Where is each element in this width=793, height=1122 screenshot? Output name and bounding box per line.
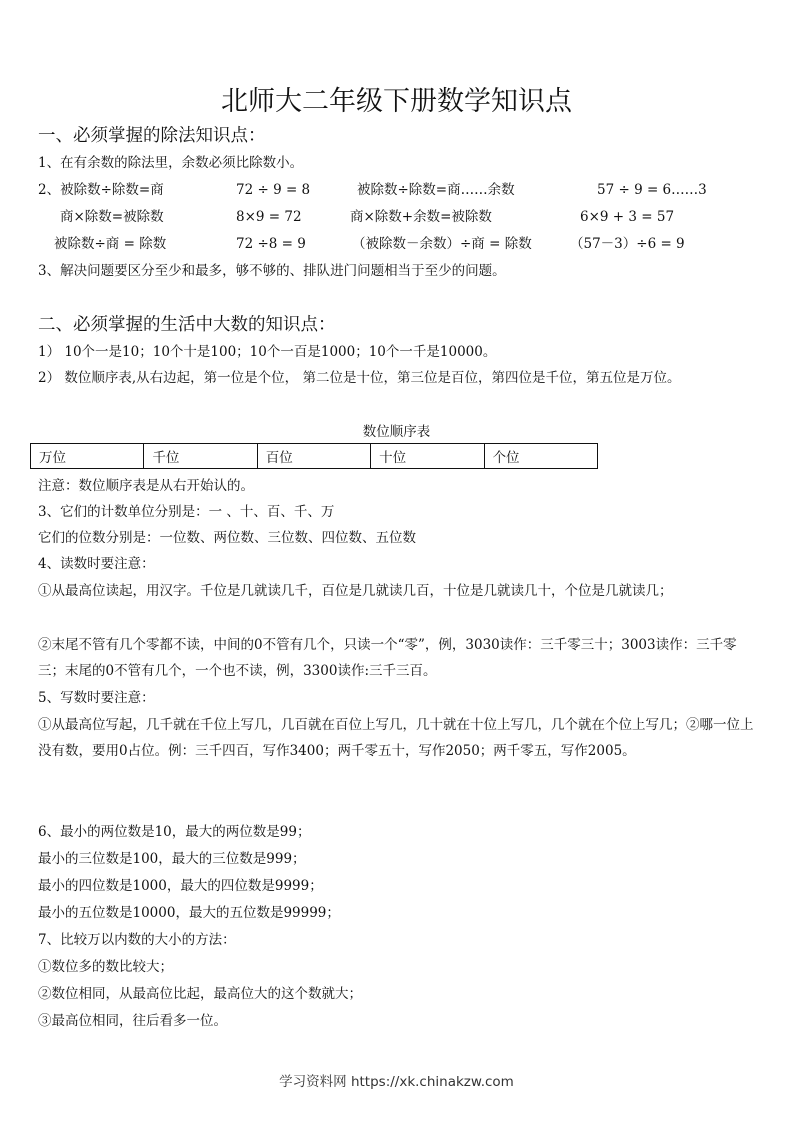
- bignum-rule-5: 5、写数时要注意：: [38, 690, 155, 706]
- bignum-rule-6b: 最小的三位数是100，最大的三位数是999；: [38, 851, 306, 867]
- division-row2-formula: 商×除数=被除数: [60, 209, 164, 225]
- bignum-rule-4a: ①从最高位读起，用汉字。千位是几就读几千，百位是几就读几百，十位是几就读几十，个位是几就读几；: [38, 583, 673, 599]
- division-row1-formula2: 被除数÷除数=商……余数: [357, 182, 515, 198]
- division-rule-3: 3、解决问题要区分至少和最多，够不够的、排队进门问题相当于至少的问题。: [38, 263, 506, 279]
- division-row3-example: 72 ÷8 = 9: [236, 236, 306, 252]
- bignum-rule-6: 6、最小的两位数是10，最大的两位数是99；: [38, 824, 311, 840]
- bignum-rule-1: 1） 10个一是10；10个十是100；10个一百是1000；10个一千是10000。: [38, 344, 497, 360]
- division-row2-example: 8×9 = 72: [236, 209, 302, 225]
- bignum-rule-5a: ①从最高位写起，几千就在千位上写几，几百就在百位上写几，几十就在十位上写几，几个就在个位上写几；②哪一位上没有数，要用0占位。例：三千四百，写作3400；两千零五十，写作2050；两千零五，写作2005。: [38, 717, 754, 759]
- bignum-rule-4b: ②末尾不管有几个零都不读，中间的0不管有几个，只读一个“零”，例，3030读作：三千零三十；3003读作：三千零三；末尾的0不管有几个，一个也不读，例，3300读作:三千三百。: [38, 637, 737, 679]
- bignum-rule-7b: ②数位相同，从最高位比起，最高位大的这个数就大；: [38, 986, 362, 1002]
- division-row1-example2: 57 ÷ 9 = 6……3: [597, 182, 707, 198]
- place-cell-wan: 万位: [31, 444, 144, 469]
- table-note: 注意：数位顺序表是从右开始认的。: [38, 478, 254, 494]
- division-row2-example2: 6×9 + 3 = 57: [580, 209, 675, 225]
- division-row1-example: 72 ÷ 9 = 8: [236, 182, 311, 198]
- division-row3-example2: （57－3）÷6 = 9: [570, 236, 685, 252]
- section1-heading: 一、必须掌握的除法知识点：: [38, 126, 266, 146]
- place-cell-bai: 百位: [257, 444, 370, 469]
- bignum-rule-7a: ①数位多的数比较大；: [38, 959, 173, 975]
- place-value-table: [30, 443, 598, 469]
- place-cell-ge: 个位: [484, 444, 597, 469]
- bignum-rule-3a: 3、它们的计数单位分别是：一 、十、百、千、万: [38, 504, 335, 520]
- place-cell-shi: 十位: [371, 444, 484, 469]
- bignum-rule-6d: 最小的五位数是10000，最大的五位数是99999；: [38, 905, 340, 921]
- place-value-table-caption: 数位顺序表: [362, 424, 431, 440]
- division-row2-formula2: 商×除数+余数=被除数: [350, 209, 492, 225]
- division-row3-formula: 被除数÷商 = 除数: [54, 236, 167, 252]
- site-footer: 学习资料网 https://xk.chinakzw.com: [279, 1074, 514, 1090]
- page-title: 北师大二年级下册数学知识点: [221, 86, 572, 117]
- bignum-rule-7c: ③最高位相同，往后看多一位。: [38, 1013, 227, 1029]
- bignum-rule-6c: 最小的四位数是1000，最大的四位数是9999；: [38, 878, 323, 894]
- bignum-rule-3b: 它们的位数分别是：一位数、两位数、三位数、四位数、五位数: [38, 530, 416, 546]
- place-cell-qian: 千位: [144, 444, 257, 469]
- section2-heading: 二、必须掌握的生活中大数的知识点：: [38, 315, 336, 335]
- bignum-rule-7: 7、比较万以内数的大小的方法：: [38, 932, 236, 948]
- bignum-rule-2: 2） 数位顺序表,从右边起，第一位是个位， 第二位是十位，第三位是百位，第四位是千位，第五位是万位。: [38, 370, 681, 386]
- division-rule-1: 1、在有余数的除法里，余数必须比除数小。: [38, 155, 304, 171]
- division-row1-formula: 2、被除数÷除数=商: [38, 182, 164, 198]
- bignum-rule-4: 4、读数时要注意：: [38, 556, 155, 572]
- division-row3-formula2: （被除数－余数）÷商 = 除数: [352, 236, 532, 252]
